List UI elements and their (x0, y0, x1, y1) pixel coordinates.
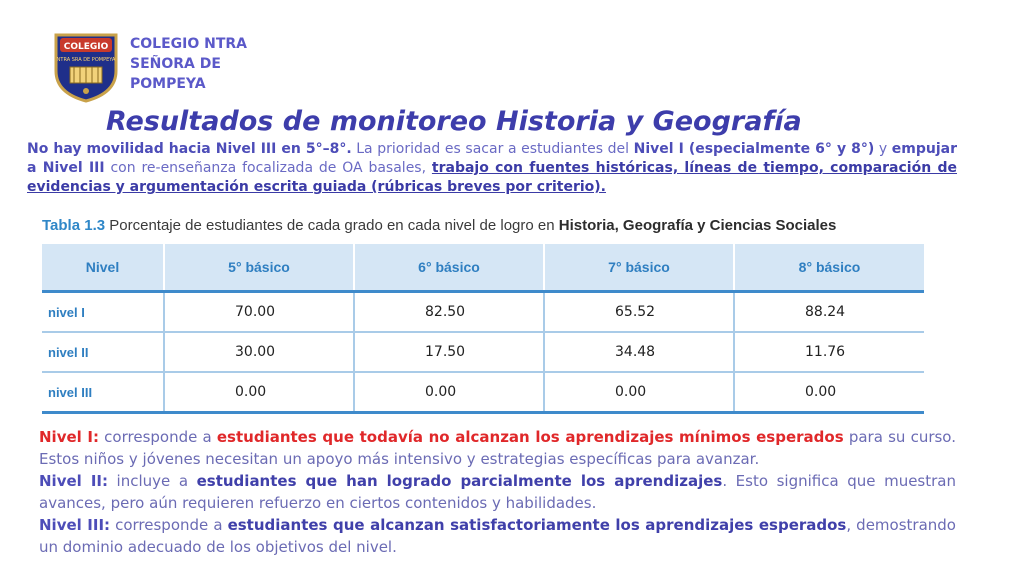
intro-text: La prioridad es sacar a estudiantes del (351, 141, 634, 157)
table-cell: 0.00 (734, 372, 924, 413)
results-table (42, 244, 924, 414)
legend-label: Nivel I: (39, 428, 99, 446)
table-caption (42, 217, 836, 234)
legend-text: , demostrando un dominio adecuado de los objetivos del nivel. (39, 516, 956, 556)
intro-bold: empujar a Nivel III (27, 141, 957, 176)
legend-level-3 (39, 514, 956, 558)
table-cell: 17.50 (354, 332, 544, 372)
intro-underlined: trabajo con fuentes históricas, líneas de tiempo, comparación de evidencias y argumentación escrita guiada (rúbricas breves por criterio). (27, 160, 957, 195)
column-header: 8° básico (734, 244, 924, 292)
svg-text:COLEGIO: COLEGIO (63, 42, 109, 52)
legend-text: . Esto significa que muestran avances, pero aún requieren refuerzo en ciertos contenidos y habilidades. (39, 472, 956, 512)
school-crest-logo (50, 31, 122, 103)
intro-paragraph (27, 140, 957, 197)
table-cell: 34.48 (544, 332, 734, 372)
school-name-line: POMPEYA (130, 76, 206, 92)
legend-level-1 (39, 426, 956, 470)
table-cell: 0.00 (164, 372, 354, 413)
school-name (130, 34, 247, 94)
table-caption-subject: Historia, Geografía y Ciencias Sociales (558, 217, 837, 234)
school-name-line: COLEGIO NTRA (130, 36, 248, 52)
legend-emphasis: estudiantes que han logrado parcialmente los aprendizajes (196, 472, 723, 490)
column-header: 7° básico (544, 244, 734, 292)
intro-bold: No hay movilidad hacia Nivel III en 5°–8°. (27, 141, 352, 157)
column-header: 5° básico (164, 244, 354, 292)
table-row (42, 332, 924, 372)
table-row (42, 372, 924, 413)
table-caption-text: Porcentaje de estudiantes de cada grado en cada nivel de logro en (105, 217, 559, 234)
page-title: Resultados de monitoreo Historia y Geografía (106, 106, 802, 137)
column-header: Nivel (42, 244, 164, 292)
row-label: nivel I (42, 292, 164, 333)
legend-text: para su curso. Estos niños y jóvenes necesitan un apoyo más intensivo y estrategias específicas para avanzar. (39, 428, 956, 468)
school-name-line: SEÑORA DE (130, 56, 221, 72)
table-cell: 30.00 (164, 332, 354, 372)
row-label: nivel III (42, 372, 164, 413)
table-caption-label: Tabla 1.3 (42, 217, 106, 234)
legend-label: Nivel II: (39, 472, 108, 490)
table-cell: 70.00 (164, 292, 354, 333)
legend-text: corresponde a (99, 428, 217, 446)
legend-text: corresponde a (110, 516, 228, 534)
table-cell: 0.00 (544, 372, 734, 413)
intro-bold: Nivel I (especialmente 6° y 8°) (633, 141, 875, 157)
intro-text: y (874, 141, 892, 157)
legend-emphasis: estudiantes que alcanzan satisfactoriamente los aprendizajes esperados (227, 516, 847, 534)
table-cell: 82.50 (354, 292, 544, 333)
table-cell: 88.24 (734, 292, 924, 333)
legend-emphasis: estudiantes que todavía no alcanzan los aprendizajes mínimos esperados (216, 428, 844, 446)
level-legend (39, 426, 956, 558)
intro-text: con re-enseñanza focalizada de OA basales, (104, 160, 432, 176)
table-cell: 65.52 (544, 292, 734, 333)
table-row (42, 292, 924, 333)
svg-text:NTRA SRA DE POMPEYA: NTRA SRA DE POMPEYA (56, 57, 116, 63)
row-label: nivel II (42, 332, 164, 372)
table-cell: 0.00 (354, 372, 544, 413)
column-header: 6° básico (354, 244, 544, 292)
legend-label: Nivel III: (39, 516, 111, 534)
legend-level-2 (39, 470, 956, 514)
legend-text: incluye a (107, 472, 197, 490)
table-header-row (42, 244, 924, 292)
table-cell: 11.76 (734, 332, 924, 372)
